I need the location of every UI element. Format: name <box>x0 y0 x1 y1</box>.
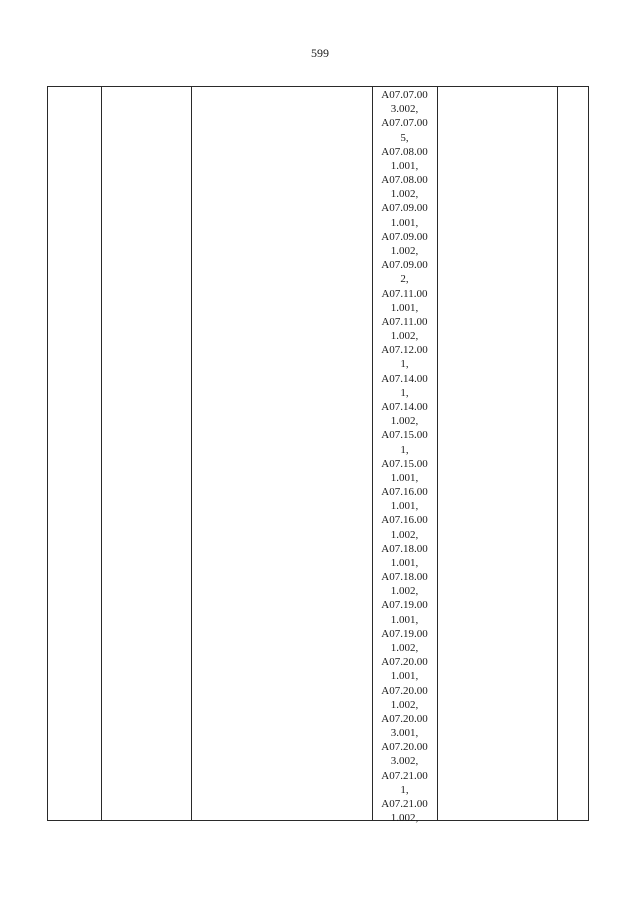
code-line: A07.18.00 <box>381 571 428 584</box>
code-line: A07.07.00 <box>381 117 428 130</box>
code-line: 3.002, <box>390 755 419 768</box>
code-line: 1.002, <box>390 244 419 257</box>
code-line: 1.002, <box>390 812 419 825</box>
code-list-cell <box>372 87 437 825</box>
code-line: A07.20.00 <box>381 741 428 754</box>
code-line: A07.20.00 <box>381 712 428 725</box>
code-line: A07.11.00 <box>381 315 428 328</box>
code-line: 1.002, <box>390 698 419 711</box>
code-line: A07.21.00 <box>381 798 428 810</box>
code-line: 1.001, <box>390 216 419 229</box>
code-line: A07.08.00 <box>381 174 428 187</box>
page-number: 599 <box>311 46 329 60</box>
code-line: 1, <box>400 358 409 371</box>
code-line: A07.19.00 <box>381 627 428 640</box>
column-divider <box>101 87 102 820</box>
code-line: 2, <box>400 273 409 286</box>
column-divider <box>191 87 192 820</box>
code-line: A07.16.00 <box>381 486 428 499</box>
code-line: A07.20.00 <box>381 656 428 669</box>
code-line: 1.001, <box>390 471 419 484</box>
code-line: A07.09.00 <box>381 202 428 215</box>
code-line: 1.001, <box>390 500 419 513</box>
code-line: 1.002, <box>390 642 419 655</box>
code-line: A07.15.00 <box>381 429 428 442</box>
code-line: 1.002, <box>390 415 419 428</box>
code-line: A07.20.00 <box>381 684 428 697</box>
code-line: A07.08.00 <box>381 145 428 158</box>
code-line: 1.002, <box>390 188 419 201</box>
code-line: A07.09.00 <box>381 230 428 243</box>
code-line: A07.09.00 <box>381 259 428 272</box>
code-line: 1.001, <box>390 670 419 683</box>
code-line: 3.002, <box>390 103 419 116</box>
code-line: A07.21.00 <box>381 769 428 782</box>
code-line: A07.14.00 <box>381 372 428 385</box>
code-line: A07.11.00 <box>381 287 428 300</box>
code-line: 1, <box>400 386 409 399</box>
code-line: 3.001, <box>390 727 419 740</box>
code-line: 1, <box>400 783 409 796</box>
code-line: 1.001, <box>390 613 419 626</box>
code-line: A07.19.00 <box>381 599 428 612</box>
code-line: 1.002, <box>390 330 419 343</box>
code-line: A07.18.00 <box>381 542 428 555</box>
code-line: A07.14.00 <box>381 400 428 413</box>
code-line: 1.001, <box>390 159 419 172</box>
code-line: A07.15.00 <box>381 457 428 470</box>
code-line: 1.001, <box>390 301 419 314</box>
code-line: A07.12.00 <box>381 344 428 357</box>
code-line: 1, <box>400 443 409 456</box>
column-divider <box>557 87 558 820</box>
code-line: 5, <box>400 131 409 144</box>
code-line: A07.07.00 <box>381 89 428 101</box>
code-line: 1.002, <box>390 585 419 598</box>
code-line: 1.001, <box>390 556 419 569</box>
code-line: 1.002, <box>390 528 419 541</box>
table <box>47 86 589 825</box>
code-line: A07.16.00 <box>381 514 428 527</box>
column-divider <box>437 87 438 820</box>
